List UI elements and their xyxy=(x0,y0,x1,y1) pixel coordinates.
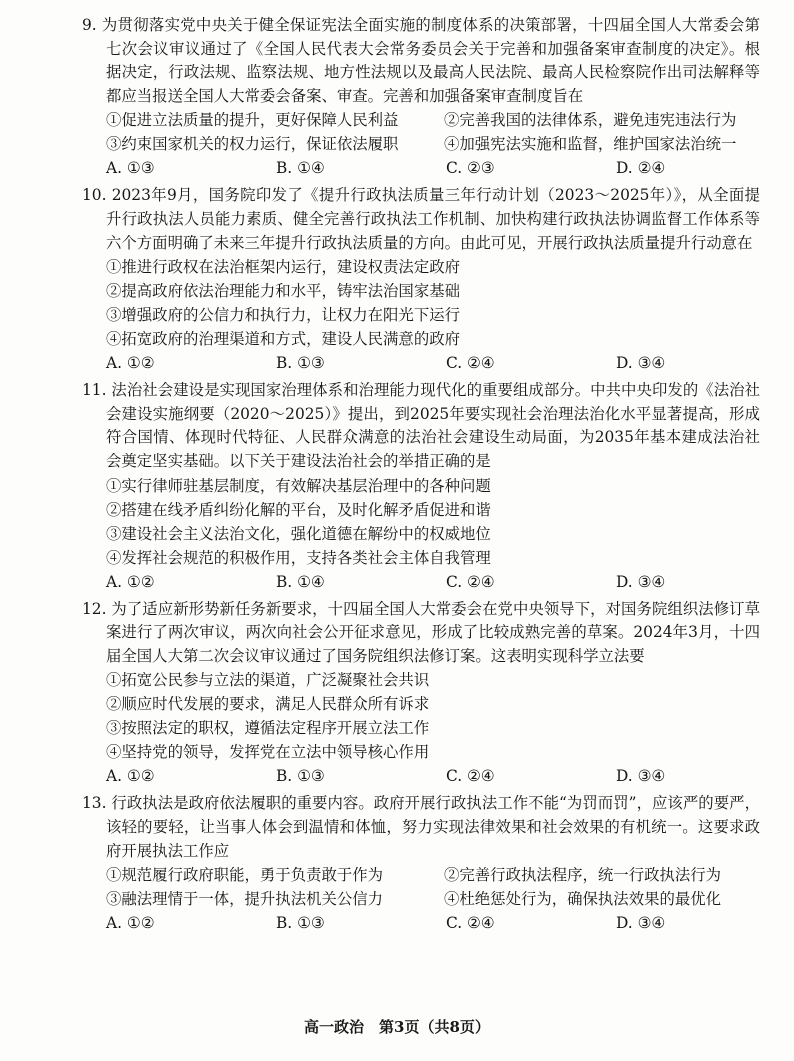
answer-choice: C. ②④ xyxy=(446,914,495,933)
answer-choice: C. ②④ xyxy=(446,572,495,591)
question-stem: 13. 行政执法是政府依法履职的重要内容。政府开展行政执法工作不能“为罚而罚”，应该严的要严，该轻的要轻，让当事人体会到温情和体恤，努力实现法律效果和社会效果的有机统一。这要求政府开展执法工作应 xyxy=(82,794,760,860)
question-stem: 9. 为贯彻落实党中央关于健全保证宪法全面实施的制度体系的决策部署，十四届全国人大常委会第七次会议审议通过了《全国人民代表大会常务委员会关于完善和加强备案审查制度的决定》。根据决定，行政法规、监察法规、地方性法规以及最高人民法院、最高人民检察院作出司法解释等都应当报送全国人大常委会备案、审查。完善和加强备案审查制度旨在 xyxy=(82,16,760,105)
option-item: ③约束国家机关的权力运行，保证依法履职 xyxy=(106,135,399,154)
answer-choice: B. ①④ xyxy=(276,572,325,591)
question-13 xyxy=(82,792,760,936)
option-item: ④加强宪法实施和监督，维护国家法治统一 xyxy=(444,135,737,154)
answer-choice: C. ②④ xyxy=(446,354,495,373)
option-item: ④拓宽政府的治理渠道和方式，建设人民满意的政府 xyxy=(106,330,460,349)
answer-choice: A. ①② xyxy=(106,572,155,591)
question-stem: 12. 为了适应新形势新任务新要求，十四届全国人大常委会在党中央领导下，对国务院组织法修订草案进行了两次审议，两次向社会公开征求意见，形成了比较成熟完善的草案。2024年3月，十四届全国人大第二次会议审议通过了国务院组织法修订案。这表明实现科学立法要 xyxy=(82,599,760,665)
question-stem: 10. 2023年9月，国务院印发了《提升行政执法质量三年行动计划（2023～2025年）》，从全面提升行政执法人员能力素质、健全完善行政执法工作机制、加快构建行政执法协调监督工作体系等六个方面明确了未来三年提升行政执法质量的方向。由此可见，开展行政执法质量提升行动意在 xyxy=(82,186,760,252)
answer-choice: A. ①③ xyxy=(106,159,155,178)
option-item: ③融法理情于一体，提升执法机关公信力 xyxy=(106,890,384,909)
option-item: ④发挥社会规范的积极作用，支持各类社会主体自我管理 xyxy=(106,548,491,567)
answer-choices xyxy=(82,570,760,595)
option-item: ①拓宽公民参与立法的渠道，广泛凝聚社会共识 xyxy=(106,671,430,690)
option-item: ①促进立法质量的提升，更好保障人民利益 xyxy=(106,111,399,130)
answer-choices xyxy=(82,911,760,936)
option-item: ②顺应时代发展的要求，满足人民群众所有诉求 xyxy=(106,695,430,714)
option-item: ③增强政府的公信力和执行力，让权力在阳光下运行 xyxy=(106,306,460,325)
option-item: ②提高政府依法治理能力和水平，铸牢法治国家基础 xyxy=(106,282,460,301)
answer-choices xyxy=(82,764,760,789)
option-item: ④坚持党的领导，发挥党在立法中领导核心作用 xyxy=(106,743,430,762)
answer-choice: A. ①② xyxy=(106,767,155,786)
answer-choice: A. ①② xyxy=(106,354,155,373)
option-item: ①实行律师驻基层制度，有效解决基层治理中的各种问题 xyxy=(106,476,491,495)
option-item: ②完善我国的法律体系，避免违宪违法行为 xyxy=(444,111,737,130)
answer-choice: B. ①④ xyxy=(276,159,325,178)
option-item: ②完善行政执法程序，统一行政执法行为 xyxy=(444,866,722,885)
option-list xyxy=(82,863,760,911)
answer-choice: C. ②④ xyxy=(446,767,495,786)
answer-choice: D. ③④ xyxy=(616,572,666,591)
answer-choice: B. ①③ xyxy=(276,354,325,373)
question-10 xyxy=(82,184,760,376)
question-9 xyxy=(82,14,760,181)
answer-choice: D. ②④ xyxy=(616,159,666,178)
question-12 xyxy=(82,598,760,790)
answer-choice: C. ②③ xyxy=(446,159,495,178)
answer-choice: D. ③④ xyxy=(616,767,666,786)
question-stem: 11. 法治社会建设是实现国家治理体系和治理能力现代化的重要组成部分。中共中央印发的《法治社会建设实施纲要（2020～2025）》提出，到2025年要实现社会治理法治化水平显著提高，形成符合国情、体现时代特征、人民群众满意的法治社会建设生动局面，为2035年基本建成法治社会奠定坚实基础。以下关于建设法治社会的举措正确的是 xyxy=(82,381,760,470)
option-item: ④杜绝惩处行为，确保执法效果的最优化 xyxy=(444,890,722,909)
option-list xyxy=(82,108,760,156)
option-item: ③建设社会主义法治文化，强化道德在解纷中的权威地位 xyxy=(106,524,491,543)
answer-choices xyxy=(82,351,760,376)
answer-choice: D. ③④ xyxy=(616,914,666,933)
option-item: ③按照法定的职权，遵循法定程序开展立法工作 xyxy=(106,719,430,738)
option-item: ②搭建在线矛盾纠纷化解的平台，及时化解矛盾促进和谐 xyxy=(106,500,491,519)
option-item: ①规范履行政府职能，勇于负责敢于作为 xyxy=(106,866,384,885)
question-11 xyxy=(82,379,760,594)
page-footer: 高一政治 第3页（共8页） xyxy=(304,1018,490,1036)
answer-choice: A. ①② xyxy=(106,914,155,933)
answer-choice: B. ①③ xyxy=(276,767,325,786)
answer-choice: B. ①③ xyxy=(276,914,325,933)
answer-choice: D. ③④ xyxy=(616,354,666,373)
answer-choices xyxy=(82,156,760,181)
option-item: ①推进行政权在法治框架内运行，建设权责法定政府 xyxy=(106,258,460,277)
